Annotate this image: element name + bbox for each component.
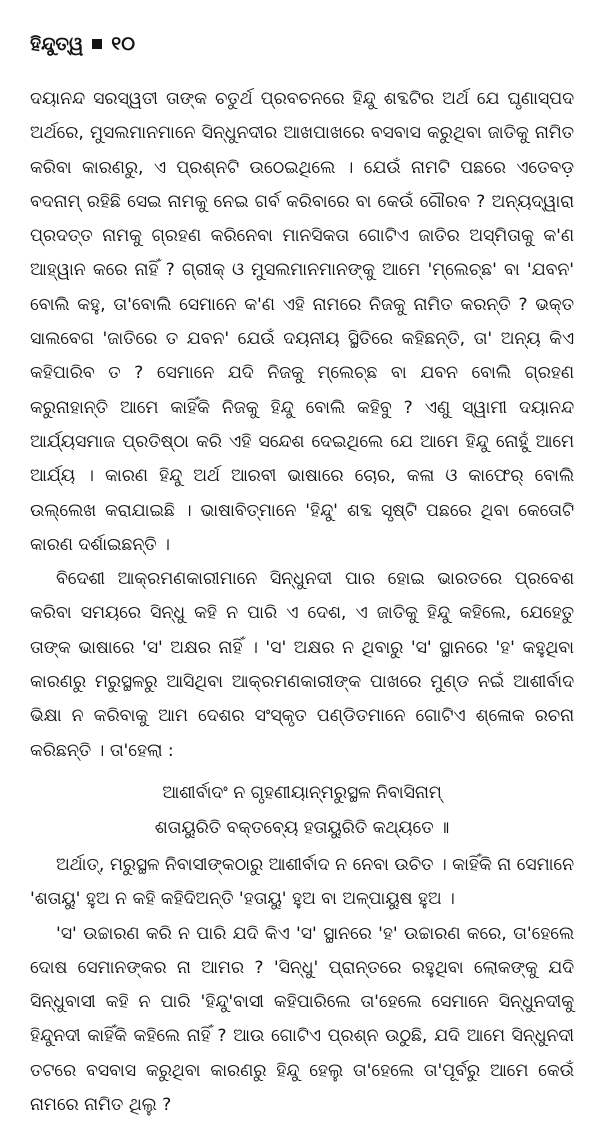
paragraph-3: ଅର୍ଥାତ୍, ମରୁସ୍ଥଳ ନିବାସୀଙ୍କଠାରୁ ଆଶୀର୍ବାଦ ନ ନେବା ଉଚିତ । କାହିଁକି ନା ସେମାନେ 'ଶତାୟୁ' ହୁଅ ନ କହି କହିଦିଅନ୍ତି 'ହତାୟୁ' ହୁଅ ବା ଅଳ୍ପାୟୁଷ ହୁଅ ।: [30, 854, 574, 910]
paragraph-2: ବିଦେଶୀ ଆକ୍ରମଣକାରୀମାନେ ସିନ୍ଧୁନଦୀ ପାର ହୋଇ ଭାରତରେ ପ୍ରବେଶ କରିବା ସମୟରେ ସିନ୍ଧୁ କହି ନ ପାରି ଏ ଦେଶ, ଏ ଜାତିକୁ ହିନ୍ଦୁ କହିଲେ, ଯେହେତୁ ତାଙ୍କ ଭାଷାରେ 'ସ' ଅକ୍ଷର ନାହିଁ । 'ସ' ଅକ୍ଷର ନ ଥିବାରୁ 'ସ' ସ୍ଥାନରେ 'ହ' କହୁଥିବା କାରଣରୁ ମରୁସ୍ଥଳରୁ ଆସିଥିବା ଆକ୍ରମଣକାରୀଙ୍କ ପାଖରେ ମୁଣ୍ଡ ନଇଁ ଆଶୀର୍ବାଦ ଭିକ୍ଷା ନ କରିବାକୁ ଆମ ଦେଶର ସଂସ୍କୃତ ପଣ୍ଡିତମାନେ ଗୋଟିଏ ଶ୍ଳୋକ ରଚନା କରିଛନ୍ତି । ତା'ହେଲା :: [30, 569, 574, 761]
separator-square-icon: [92, 39, 102, 49]
paragraph-4: 'ସ' ଉଚ୍ଚାରଣ କରି ନ ପାରି ଯଦି କିଏ 'ସ' ସ୍ଥାନରେ 'ହ' ଉଚ୍ଚାରଣ କରେ, ତା'ହେଲେ ଦୋଷ ସେମାନଙ୍କର ନା ଆମର ? 'ସିନ୍ଧୁ' ପ୍ରାନ୍ତରେ ରହୁଥିବା ଲୋକଙ୍କୁ ଯଦି ସିନ୍ଧୁବାସୀ କହି ନ ପାରି 'ହିନ୍ଦୁ'ବାସୀ କହିପାରିଲେ ତା'ହେଲେ ସେମାନେ ସିନ୍ଧୁନଦୀକୁ ହିନ୍ଦୁନଦୀ କାହିଁକି କହିଲେ ନାହିଁ ? ଆଉ ଗୋଟିଏ ପ୍ରଶ୍ନ ଉଠୁଛି, ଯଦି ଆମେ ସିନ୍ଧୁନଦୀ ତଟରେ ବସବାସ କରୁଥିବା କାରଣରୁ ହିନ୍ଦୁ ହେଲୁ ତା'ହେଲେ ତା'ପୂର୍ବରୁ ଆମେ କେଉଁ ନାମରେ ନାମିତ ଥିଲୁ ?: [30, 923, 574, 1116]
verse-line-1: ଆଶୀର୍ବାଦଂ ନ ଗୃହଣୀୟାନ୍ମରୁସ୍ଥଳ ନିବାସିନାମ୍: [162, 782, 442, 803]
running-title: ହିନ୍ଦୁତ୍ୱ: [30, 33, 84, 55]
verse-line-2: ଶତାୟୁରିତି ବକ୍ତବ୍ୟେ ହତାୟୁରିତି କଥ୍ୟତେ ॥: [154, 817, 450, 838]
body-text: [30, 82, 574, 1122]
page-header: [30, 30, 574, 58]
paragraph-1: ଦୟାନନ୍ଦ ସରସ୍ୱତୀ ତାଙ୍କ ଚତୁର୍ଥ ପ୍ରବଚନରେ ହିନ୍ଦୁ ଶବ୍ଦଟିର ଅର୍ଥ ଯେ ଘୃଣାସ୍ପଦ ଅର୍ଥରେ, ମୁସଲମାନମାନେ ସିନ୍ଧୁନଦୀର ଆଖପାଖରେ ବସବାସ କରୁଥିବା ଜାତିକୁ ନାମିତ କରିବା କାରଣରୁ, ଏ ପ୍ରଶ୍ନଟି ଉଠେଇଥିଲେ । ଯେଉଁ ନାମଟି ପଛରେ ଏତେବଡ଼ ବଦନାମ୍ ରହିଛି ସେଇ ନାମକୁ ନେଇ ଗର୍ବ କରିବାରେ ବା କେଉଁ ଗୌରବ ? ଅନ୍ୟଦ୍ୱାରା ପ୍ରଦତ୍ତ ନାମକୁ ଗ୍ରହଣ କରିନେବା ମାନସିକତା ଗୋଟିଏ ଜାତିର ଅସ୍ମିତାକୁ କ'ଣ ଆହ୍ୱାନ କରେ ନାହିଁ ? ଗ୍ରୀକ୍ ଓ ମୁସଲମାନମାନଙ୍କୁ ଆମେ 'ମ୍ଲେଚ୍ଛ' ବା 'ଯବନ' ବୋଲି କହୁ, ତା'ବୋଲି ସେମାନେ କ'ଣ ଏହି ନାମରେ ନିଜକୁ ନାମିତ କରନ୍ତି ? ଭକ୍ତ ସାଲବେଗ 'ଜାତିରେ ତ ଯବନ' ଯେଉଁ ଦୟନୀୟ ସ୍ଥିତିରେ କହିଛନ୍ତି, ତା' ଅନ୍ୟ କିଏ କହିପାରିବ ତ ? ସେମାନେ ଯଦି ନିଜକୁ ମ୍ଲେଚ୍ଛ ବା ଯବନ ବୋଲି ଗ୍ରହଣ କରୁନାହାନ୍ତି ଆମେ କାହିଁକି ନିଜକୁ ହିନ୍ଦୁ ବୋଲି କହିବୁ ? ଏଣୁ ସ୍ୱାମୀ ଦୟାନନ୍ଦ ଆର୍ଯ୍ୟସମାଜ ପ୍ରତିଷ୍ଠା କରି ଏହି ସନ୍ଦେଶ ଦେଇଥିଲେ ଯେ ଆମେ ହିନ୍ଦୁ ନୋହୁଁ ଆମେ ଆର୍ଯ୍ୟ । କାରଣ ହିନ୍ଦୁ ଅର୍ଥ ଆରବୀ ଭାଷାରେ ଚୋର, କଳା ଓ କାଫେର୍ ବୋଲି ଉଲ୍ଲେଖ କରାଯାଇଛି । ଭାଷାବିତ୍‌ମାନେ 'ହିନ୍ଦୁ' ଶବ୍ଦ ସୃଷ୍ଟି ପଛରେ ଥିବା କେତୋଟି କାରଣ ଦର୍ଶାଇଛନ୍ତି ।: [30, 89, 574, 555]
sanskrit-verse: [30, 776, 574, 846]
page-number: ୧୦: [111, 33, 135, 55]
